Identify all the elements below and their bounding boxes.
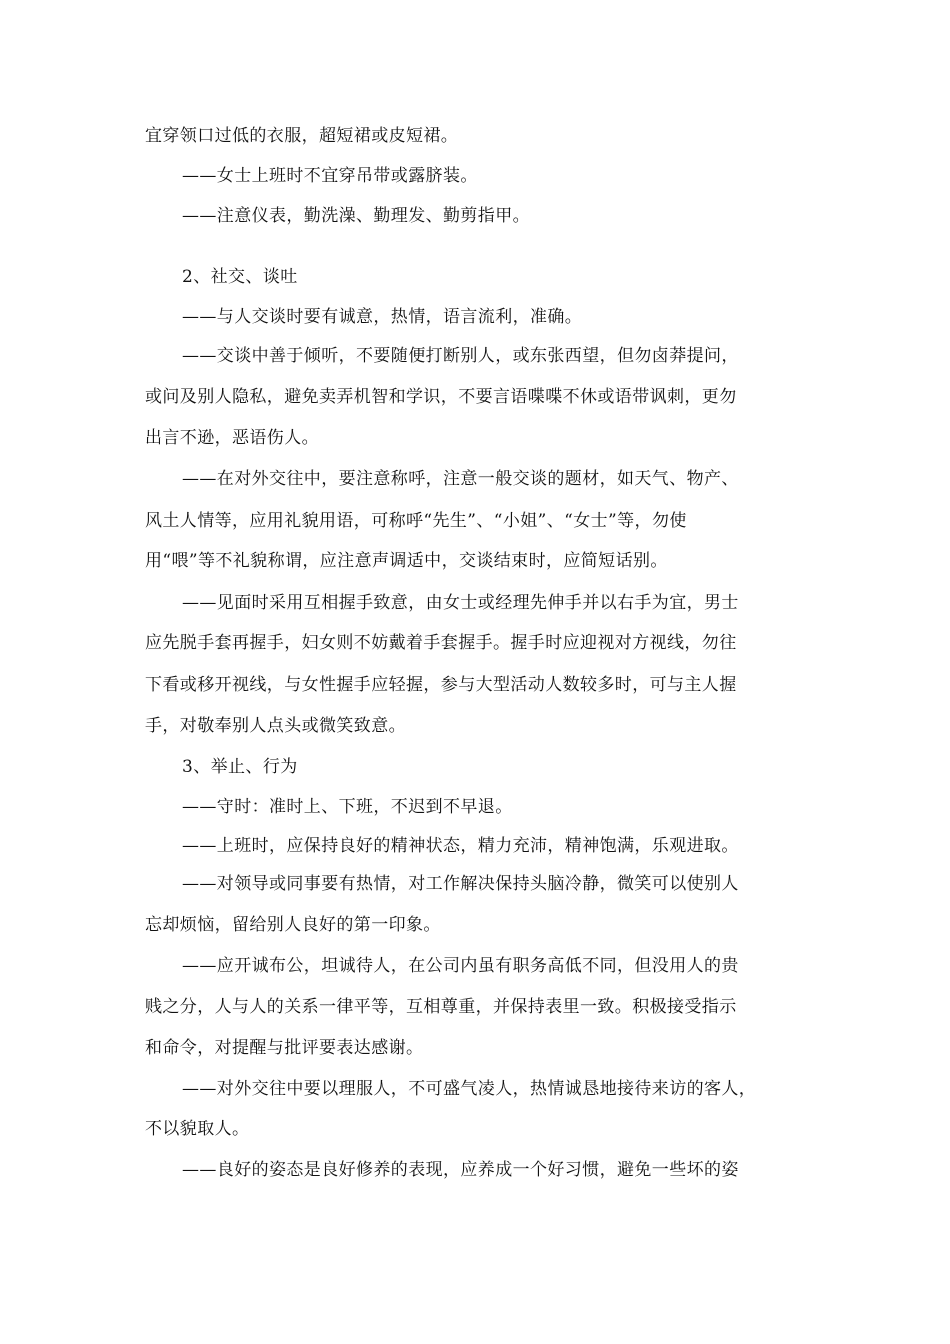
text-line: 贱之分，人与人的关系一律平等，互相尊重，并保持表里一致。积极接受指示 — [145, 997, 737, 1017]
text-line: 不以貌取人。 — [145, 1119, 250, 1139]
text-line: ——女士上班时不宜穿吊带或露脐装。 — [182, 166, 478, 186]
text-line: 忘却烦恼，留给别人良好的第一印象。 — [145, 915, 441, 935]
text-line: ——注意仪表，勤洗澡、勤理发、勤剪指甲。 — [182, 206, 530, 226]
text-line: 下看或移开视线，与女性握手应轻握，参与大型活动人数较多时，可与主人握 — [145, 675, 737, 695]
text-line: ——在对外交往中，要注意称呼，注意一般交谈的题材，如天气、物产、 — [182, 469, 739, 489]
text-line: ——应开诚布公，坦诚待人，在公司内虽有职务高低不同，但没用人的贵 — [182, 956, 739, 976]
text-line: 宜穿领口过低的衣服，超短裙或皮短裙。 — [145, 126, 459, 146]
text-line: 或问及别人隐私，避免卖弄机智和学识，不要言语喋喋不休或语带讽刺，更勿 — [145, 387, 737, 407]
section-heading: 3、举止、行为 — [182, 757, 298, 777]
text-line: 和命令，对提醒与批评要表达感谢。 — [145, 1038, 424, 1058]
text-line: 用“喂”等不礼貌称谓，应注意声调适中，交谈结束时，应简短话别。 — [145, 551, 668, 571]
text-line: ——与人交谈时要有诚意，热情，语言流利，准确。 — [182, 307, 583, 327]
text-line: 出言不逊，恶语伤人。 — [145, 428, 319, 448]
text-line: ——交谈中善于倾听，不要随便打断别人，或东张西望，但勿卤莽提问， — [182, 346, 739, 366]
text-line: 手，对敬奉别人点头或微笑致意。 — [145, 716, 406, 736]
text-line: ——对领导或同事要有热情，对工作解决保持头脑冷静，微笑可以使别人 — [182, 874, 739, 894]
text-line: ——上班时，应保持良好的精神状态，精力充沛，精神饱满，乐观进取。 — [182, 836, 739, 856]
text-line: 风土人情等，应用礼貌用语，可称呼“先生”、“小姐”、“女士”等，勿使 — [145, 511, 687, 531]
section-heading: 2、社交、谈吐 — [182, 267, 298, 287]
text-line: ——对外交往中要以理服人，不可盛气凌人，热情诚恳地接待来访的客人， — [182, 1079, 757, 1099]
text-line: ——良好的姿态是良好修养的表现，应养成一个好习惯，避免一些坏的姿 — [182, 1160, 739, 1180]
text-line: ——见面时采用互相握手致意，由女士或经理先伸手并以右手为宜，男士 — [182, 593, 739, 613]
text-line: ——守时：准时上、下班，不迟到不早退。 — [182, 797, 513, 817]
text-line: 应先脱手套再握手，妇女则不妨戴着手套握手。握手时应迎视对方视线，勿往 — [145, 633, 737, 653]
